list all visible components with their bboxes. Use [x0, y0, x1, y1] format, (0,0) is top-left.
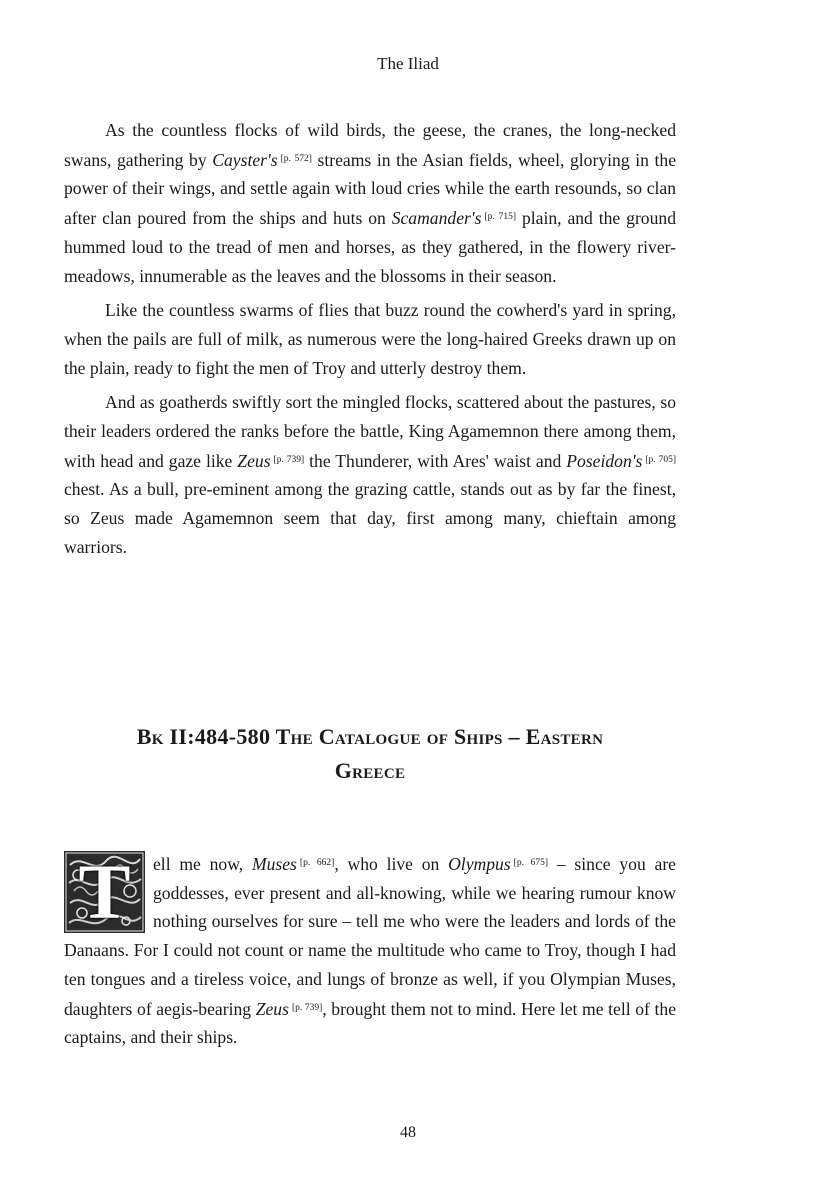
paragraph-invocation: [64, 849, 676, 1052]
paragraph-flies-simile: [64, 296, 676, 382]
place-name-olympus: Olympus: [448, 854, 511, 874]
name-poseidon: Poseidon's: [566, 450, 643, 471]
page-reference[interactable]: [p. 715]: [484, 212, 517, 223]
paragraph-birds-simile: [64, 116, 676, 290]
text-run: – since you are goddesses, ever present and all-knowing, while we hearing rumour know nothing ourselves for sure – tell me who were the leaders and lords of the Danaans. For I could not count or name the multitude who came to Troy, though I had ten tongues and a tireless voice, and lungs of bronze as well, if you Olympian Muses, daughters of aegis-bearing: [64, 854, 676, 1019]
text-run: chest. As a bull, pre-eminent among the grazing cattle, stands out as by far the finest, so Zeus made Agamemnon seem that day, first among many, chieftain among warriors.: [64, 479, 676, 557]
page-reference[interactable]: [p. 739]: [273, 454, 305, 465]
page-reference[interactable]: [p. 572]: [280, 153, 312, 164]
chapter-heading: [64, 720, 676, 788]
page-reference[interactable]: [p. 705]: [645, 454, 677, 465]
name-muses: Muses: [251, 854, 297, 874]
running-head: The Iliad: [377, 54, 439, 73]
page-reference[interactable]: [p. 739]: [291, 1002, 323, 1013]
text-run: streams in the Asian fields, wheel, glorying in the power of their wings, and settle again with loud cries while the earth resounds, so clan after clan poured from the ships and huts on: [64, 149, 677, 229]
text-run: plain, and the ground hummed loud to the tread of men and horses, as they gathered, in the flowery river-meadows, innumerable as the leaves and the blossoms in their season.: [64, 208, 676, 286]
text-run: Like the countless swarms of flies that buzz round the cowherd's yard in spring, when the pails are full of milk, as numerous were the long-haired Greeks drawn up on the plain, ready to fight the men of Troy and utterly destroy them.: [64, 300, 676, 378]
name-zeus: Zeus: [237, 450, 271, 471]
chapter-heading-line-1: Bk II:484-580 The Catalogue of Ships – Eastern: [136, 724, 604, 749]
text-run: , brought them not to mind. Here let me tell of the captains, and their ships.: [64, 998, 677, 1048]
paragraph-goatherds-simile: [64, 388, 676, 561]
place-name-scamander: Scamander's: [391, 208, 482, 229]
invocation-paragraph: [64, 849, 676, 1052]
page-number: 48: [400, 1124, 416, 1141]
ornamental-drop-cap: [64, 848, 145, 935]
place-name-cayster: Cayster's: [212, 149, 278, 170]
page-reference[interactable]: [p. 662]: [299, 858, 335, 868]
text-run: ell me now,: [153, 854, 252, 874]
text-run: As the countless flocks of wild birds, the geese, the cranes, the long-necked swans, gathering by: [64, 120, 676, 170]
name-zeus: Zeus: [255, 998, 289, 1019]
page-reference[interactable]: [p. 675]: [513, 858, 549, 868]
chapter-heading-line-2: Greece: [334, 758, 406, 783]
drop-cap-letter: T: [78, 848, 131, 935]
text-run: the Thunderer, with Ares' waist and: [304, 450, 567, 471]
body-text: [64, 116, 676, 562]
text-run: , who live on: [334, 854, 449, 874]
text-run: And as goatherds swiftly sort the mingled flocks, scattered about the pastures, so their leaders ordered the ranks before the battle, King Agamemnon there among them, with head and gaze like: [64, 392, 676, 471]
